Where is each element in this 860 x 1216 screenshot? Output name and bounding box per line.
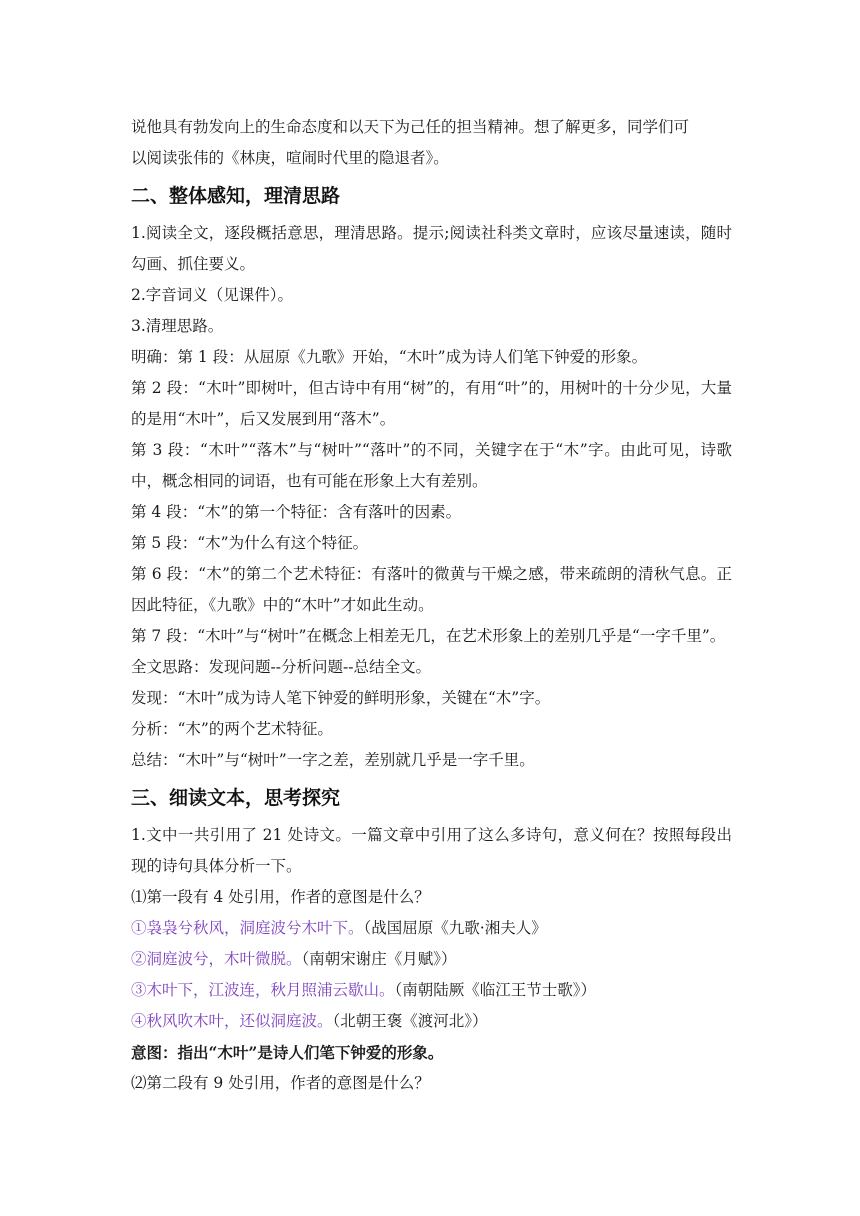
poem-source: （战国屈原《九歌·湘夫人》 bbox=[363, 919, 547, 937]
paragraph: 2.字音词义（见课件）。 bbox=[131, 286, 294, 304]
paragraph: 明确：第 1 段：从屈原《九歌》开始，“木叶”成为诗人们笔下钟爱的形象。 bbox=[131, 348, 648, 366]
section-heading-3: 三、细读文本，思考探究 bbox=[131, 787, 341, 809]
poem-source: （南朝陆厥《临江王节士歌》） bbox=[394, 981, 597, 999]
poem-quote bbox=[131, 944, 732, 975]
paragraph: 第 4 段：“木”的第一个特征：含有落叶的因素。 bbox=[131, 503, 462, 521]
paragraph: 第 5 段：“木”为什么有这个特征。 bbox=[131, 534, 369, 552]
poem-quote bbox=[131, 975, 732, 1006]
paragraph: 3.清理思路。 bbox=[131, 317, 224, 335]
paragraph: 第 6 段：“木”的第二个艺术特征：有落叶的微黄与干燥之感，带来疏朗的清秋气息。正因此特征，《九歌》中的“木叶”才如此生动。 bbox=[131, 565, 732, 614]
sub-question-1: ⑴第一段有 4 处引用，作者的意图是什么？ bbox=[131, 888, 430, 906]
paragraph: 发现：“木叶”成为诗人笔下钟爱的鲜明形象，关键在“木”字。 bbox=[131, 689, 551, 707]
poem-line: ②洞庭波兮，木叶微脱。 bbox=[131, 950, 302, 968]
paragraph: 第 2 段：“木叶”即树叶，但古诗中有用“树”的，有用“叶”的，用树叶的十分少见，大量的是用“木叶”，后又发展到用“落木”。 bbox=[131, 379, 732, 428]
intro-line-1: 说他具有勃发向上的生命态度和以天下为己任的担当精神。想了解更多，同学们可 bbox=[131, 118, 690, 136]
poem-quote bbox=[131, 913, 732, 944]
question-1: 1.文中一共引用了 21 处诗文。一篇文章中引用了这么多诗句，意义何在？按照每段出现的诗句具体分析一下。 bbox=[131, 826, 732, 875]
poem-source: （北朝王褒《渡河北》） bbox=[332, 1012, 488, 1030]
paragraph: 全文思路：发现问题--分析问题--总结全文。 bbox=[131, 658, 431, 676]
poem-line: ④秋风吹木叶，还似洞庭波。 bbox=[131, 1012, 333, 1030]
intro-line-2: 以阅读张伟的《林庚，喧闹时代里的隐退者》。 bbox=[131, 149, 449, 167]
poem-source: （南朝宋谢庄《月赋》） bbox=[301, 950, 457, 968]
paragraph: 第 7 段：“木叶”与“树叶”在概念上相差无几，在艺术形象上的差别几乎是“一字千里”。 bbox=[131, 627, 726, 645]
paragraph: 1.阅读全文，逐段概括意思，理清思路。提示;阅读社科类文章时，应该尽量速读，随时勾画、抓住要义。 bbox=[131, 224, 732, 273]
poem-line: ③木叶下，江波连，秋月照浦云歇山。 bbox=[131, 981, 395, 999]
intent-statement: 意图：指出“木叶”是诗人们笔下钟爱的形象。 bbox=[131, 1043, 444, 1062]
sub-question-2: ⑵第二段有 9 处引用，作者的意图是什么？ bbox=[131, 1074, 430, 1092]
section-heading-2: 二、整体感知，理清思路 bbox=[131, 185, 341, 207]
poem-line: ①袅袅兮秋风，洞庭波兮木叶下。 bbox=[131, 919, 364, 937]
poem-quote bbox=[131, 1006, 732, 1037]
paragraph: 总结：“木叶”与“树叶”一字之差，差别就几乎是一字千里。 bbox=[131, 751, 535, 769]
paragraph: 第 3 段：“木叶”“落木”与“树叶”“落叶”的不同，关键字在于“木”字。由此可见，诗歌中，概念相同的词语，也有可能在形象上大有差别。 bbox=[131, 441, 732, 490]
paragraph: 分析：“木”的两个艺术特征。 bbox=[131, 720, 333, 738]
